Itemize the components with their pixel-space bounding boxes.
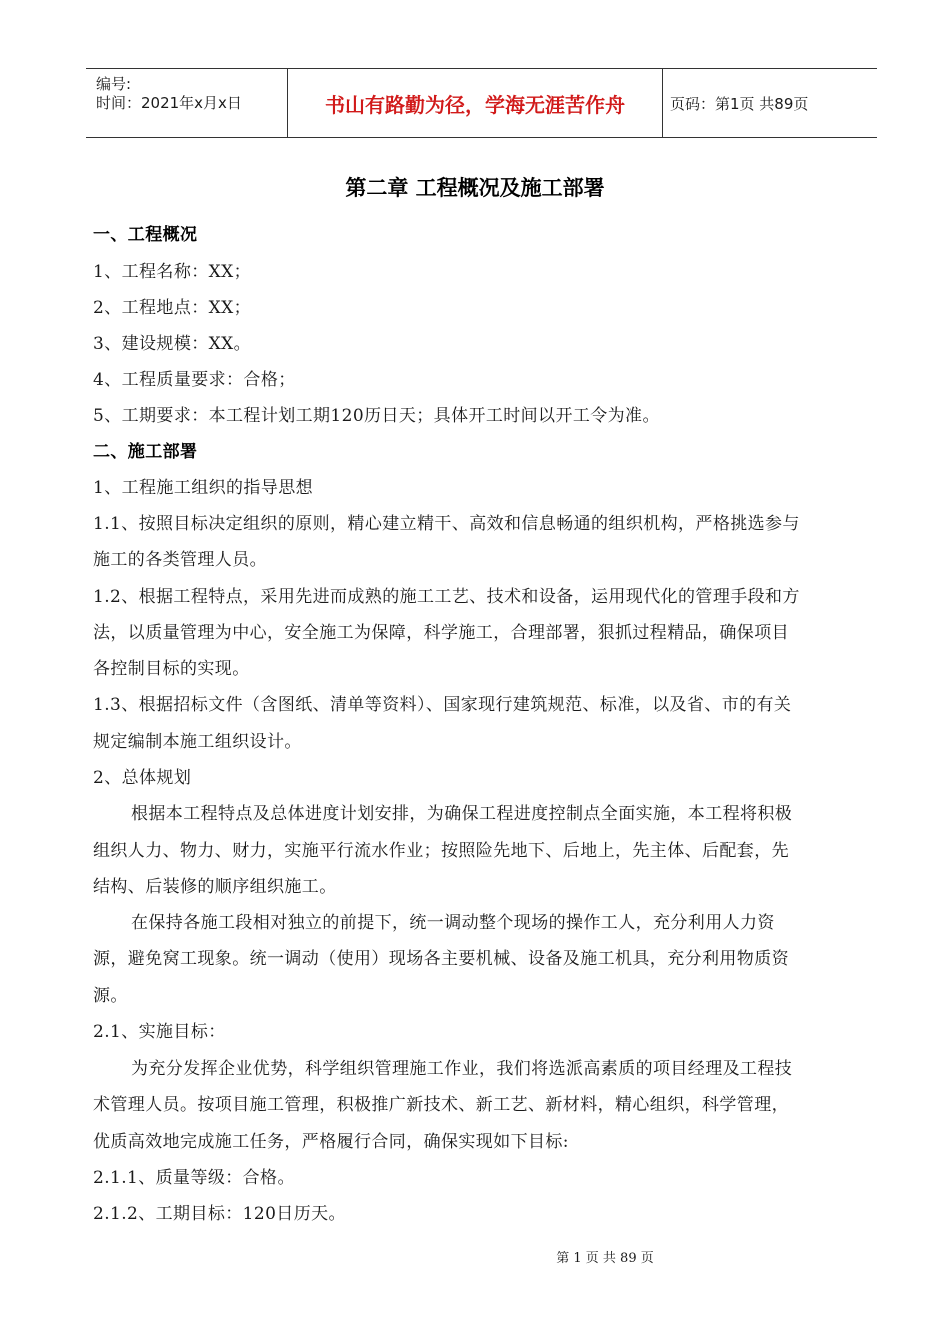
body-line: 1.2、根据工程特点，采用先进而成熟的施工工艺、技术和设备，运用现代化的管理手段和方	[93, 587, 800, 607]
chapter-title: 第二章 工程概况及施工部署	[345, 176, 605, 200]
body-line: 源。	[93, 986, 128, 1006]
body-line: 源，避免窝工现象。统一调动（使用）现场各主要机械、设备及施工机具，充分利用物质资	[93, 949, 789, 969]
date-label: 时间：2021年x月x日	[96, 94, 242, 112]
section-heading: 二、施工部署	[93, 442, 198, 462]
section-heading: 一、工程概况	[93, 225, 198, 245]
header-meta	[86, 69, 286, 137]
header-motto: 书山有路勤为径，学海无涯苦作舟	[287, 69, 663, 137]
body-line: 施工的各类管理人员。	[93, 550, 267, 570]
body-line: 法，以质量管理为中心，安全施工为保障，科学施工，合理部署，狠抓过程精品，确保项目	[93, 623, 789, 643]
body-line: 2、工程地点：XX；	[93, 298, 252, 318]
body-line: 4、工程质量要求：合格；	[93, 370, 296, 390]
body-line: 3、建设规模：XX。	[93, 334, 252, 354]
body-line: 规定编制本施工组织设计。	[93, 732, 302, 752]
body-line: 术管理人员。按项目施工管理，积极推广新技术、新工艺、新材料，精心组织，科学管理，	[93, 1095, 789, 1115]
body-line: 5、工期要求：本工程计划工期120历日天；具体开工时间以开工令为准。	[93, 406, 660, 426]
page-header	[86, 68, 877, 138]
body-line: 组织人力、物力、财力，实施平行流水作业；按照险先地下、后地上，先主体、后配套，先	[93, 841, 789, 861]
body-line: 1、工程名称：XX；	[93, 262, 252, 282]
body-line: 为充分发挥企业优势，科学组织管理施工作业，我们将选派高素质的项目经理及工程技	[131, 1059, 793, 1079]
body-line: 各控制目标的实现。	[93, 659, 250, 679]
body-line: 在保持各施工段相对独立的前提下，统一调动整个现场的操作工人，充分利用人力资	[131, 913, 775, 933]
body-line: 1.1、按照目标决定组织的原则，精心建立精干、高效和信息畅通的组织机构，严格挑选参与	[93, 514, 800, 534]
page-footer: 第 1 页 共 89 页	[556, 1251, 654, 1266]
body-line: 1、工程施工组织的指导思想	[93, 478, 314, 498]
body-line: 2.1、实施目标：	[93, 1022, 226, 1042]
body-line: 结构、后装修的顺序组织施工。	[93, 877, 337, 897]
body-line: 根据本工程特点及总体进度计划安排，为确保工程进度控制点全面实施，本工程将积极	[131, 804, 793, 824]
body-line: 2.1.2、工期目标：120日历天。	[93, 1204, 346, 1224]
body-line: 1.3、根据招标文件（含图纸、清单等资料）、国家现行建筑规范、标准，以及省、市的有关	[93, 695, 792, 715]
body-line: 2.1.1、质量等级：合格。	[93, 1168, 295, 1188]
body-line: 2、总体规划	[93, 768, 192, 788]
number-label: 编号:	[96, 75, 132, 93]
header-page-info: 页码：第1页 共89页	[670, 94, 809, 113]
body-line: 优质高效地完成施工任务，严格履行合同，确保实现如下目标:	[93, 1132, 569, 1152]
